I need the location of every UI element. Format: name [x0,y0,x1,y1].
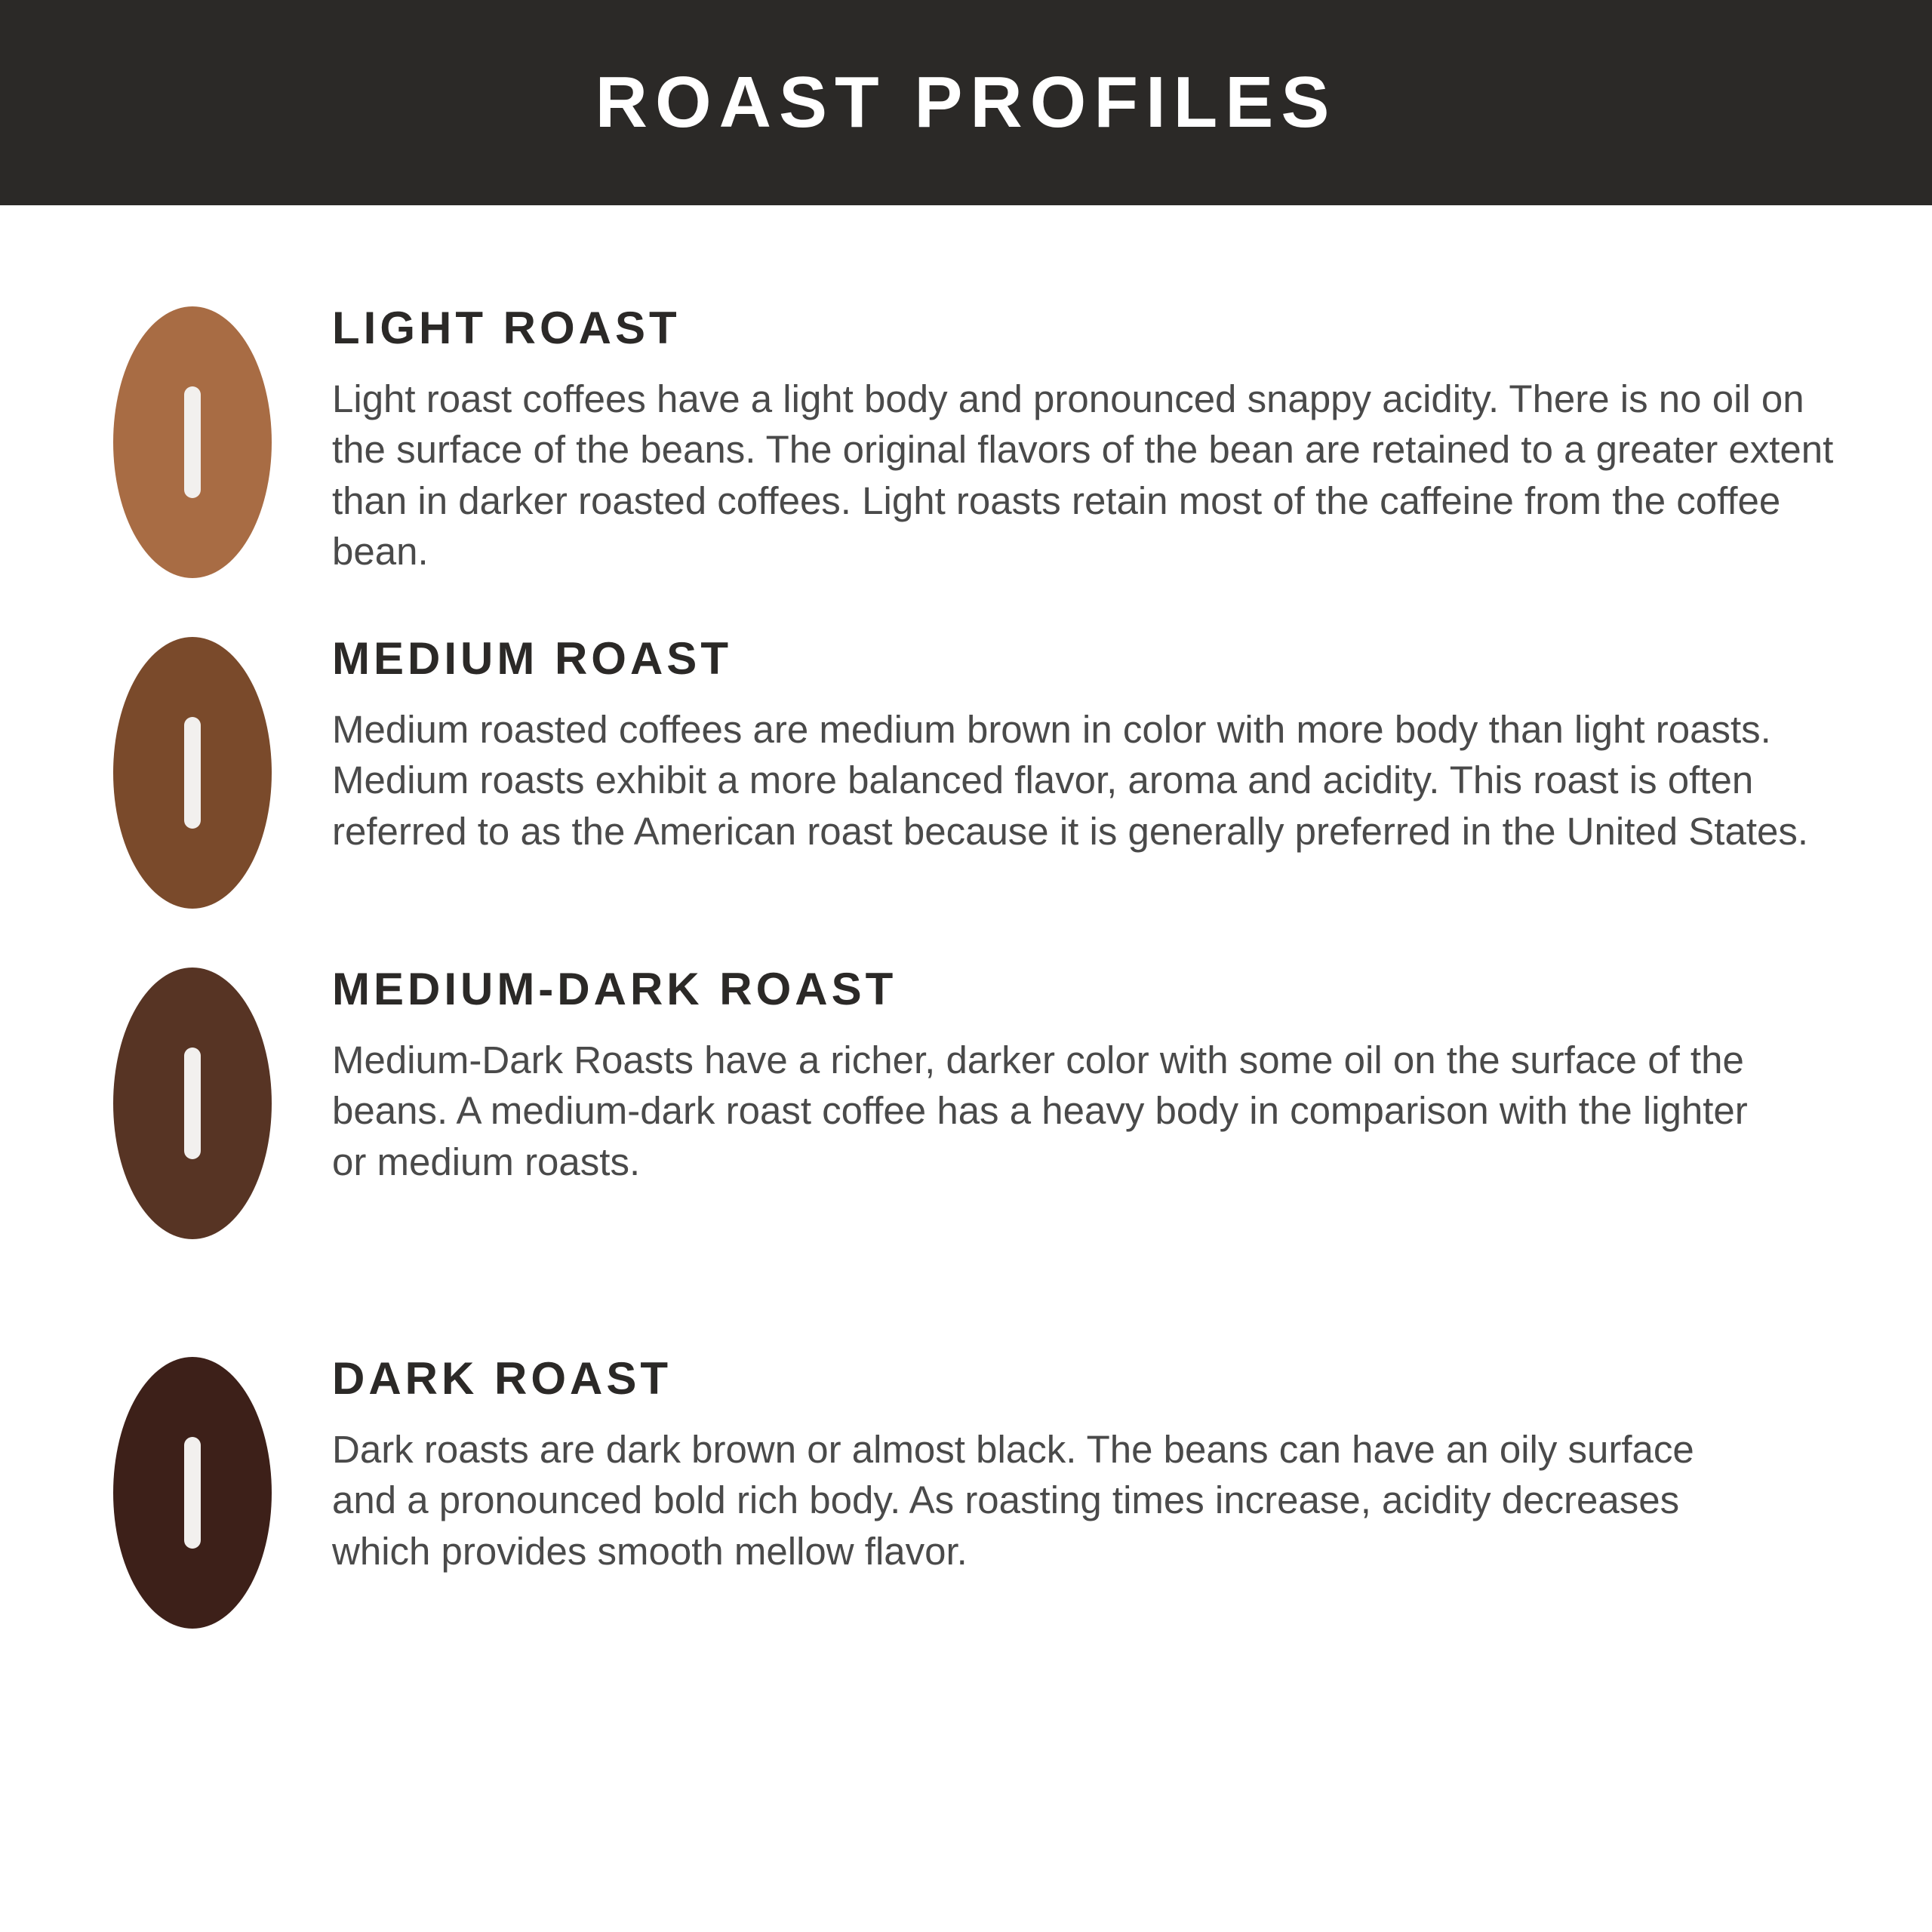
page-title: ROAST PROFILES [595,62,1337,143]
bean-crease [184,1048,201,1159]
roast-list [0,205,1932,1932]
coffee-bean-icon [113,968,272,1239]
bean-icon-wrapper [113,1345,332,1629]
bean-crease [184,1437,201,1549]
roast-title: DARK ROAST [332,1353,672,1404]
roast-description: Light roast coffees have a light body and pronounced snappy acidity. There is no oil on the surface of the beans. The original flavors of the bean are retained to a greater extent than in darker roasted coffees. Light roasts retain most of the caffeine from the coffee bean. [332,377,1834,573]
roast-title: MEDIUM ROAST [332,633,732,684]
bean-icon-wrapper [113,625,332,909]
list-item [0,955,1932,1239]
bean-icon-wrapper [113,955,332,1239]
coffee-bean-icon [113,306,272,578]
roast-description: Medium-Dark Roasts have a richer, darker color with some oil on the surface of the beans. A medium-dark roast coffee has a heavy body in comparison with the lighter or medium roasts. [332,1038,1748,1183]
coffee-bean-icon [113,637,272,909]
roast-text-block [332,625,1841,857]
bean-icon-wrapper [113,294,332,578]
roast-title: LIGHT ROAST [332,303,681,353]
roast-title: MEDIUM-DARK ROAST [332,964,897,1014]
page-header [0,0,1932,205]
coffee-bean-icon [113,1357,272,1629]
list-item [0,294,1932,578]
roast-text-block [332,955,1841,1187]
bean-crease [184,717,201,829]
list-item [0,1345,1932,1629]
list-item [0,625,1932,909]
roast-text-block [332,1345,1841,1577]
roast-description: Dark roasts are dark brown or almost black. The beans can have an oily surface and a pronounced bold rich body. As roasting times increase, acidity decreases which provides smooth mellow flavor. [332,1428,1694,1573]
roast-text-block [332,294,1841,577]
bean-crease [184,386,201,498]
roast-description: Medium roasted coffees are medium brown in color with more body than light roasts. Medium roasts exhibit a more balanced flavor, aroma and acidity. This roast is often referred to as the American roast because it is generally preferred in the United States. [332,708,1809,853]
